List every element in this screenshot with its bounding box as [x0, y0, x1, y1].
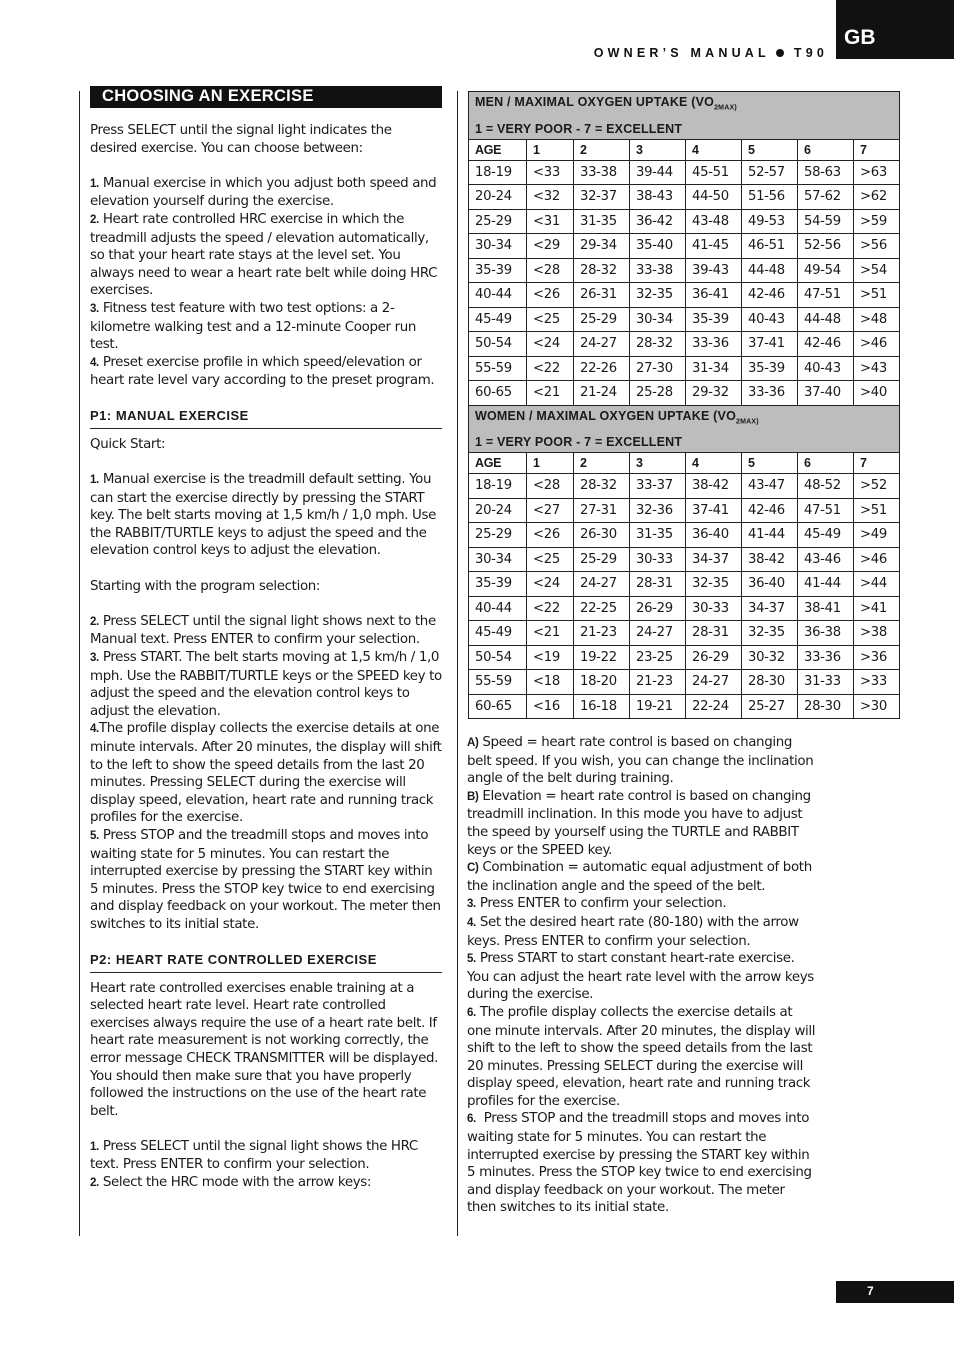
table-row: [469, 694, 900, 719]
table-row: [469, 523, 900, 548]
table-cell: 28-30: [798, 694, 854, 719]
running-header: [594, 46, 828, 60]
table-cell: 36-40: [742, 572, 798, 597]
table-cell: 44-48: [798, 307, 854, 332]
table-cell: 55-59: [469, 670, 527, 695]
column-header: 6: [798, 139, 854, 160]
column-header: 5: [742, 139, 798, 160]
table-cell: >49: [854, 523, 900, 548]
choice-item: 4. Preset exercise profile in which speed/elevation or heart rate level vary according to the preset program.: [90, 354, 435, 389]
table-cell: 24-27: [574, 572, 630, 597]
table-cell: 27-31: [574, 498, 630, 523]
table-cell: 29-32: [686, 381, 742, 406]
hrc-item: 5. Press START to start constant heart-rate exercise. You can adjust the heart rate level with the arrow keys during the exercise.: [467, 951, 814, 1003]
table-row: [469, 645, 900, 670]
table-cell: 30-34: [630, 307, 686, 332]
column-header: 1: [527, 139, 574, 160]
table-cell: 32-36: [630, 498, 686, 523]
table-cell: <32: [527, 185, 574, 210]
choice-item: 3. Fitness test feature with two test options: a 2-kilometre walking test and a 12-minute Cooper run test.: [90, 300, 417, 353]
table-cell: 25-27: [742, 694, 798, 719]
table-cell: >59: [854, 209, 900, 234]
table-cell: 47-51: [798, 498, 854, 523]
table-cell: 38-42: [686, 474, 742, 499]
table-row: [469, 185, 900, 210]
table-cell: 26-29: [630, 596, 686, 621]
table-cell: <27: [527, 498, 574, 523]
table-cell: 38-41: [798, 596, 854, 621]
table-cell: <22: [527, 356, 574, 381]
table-cell: 49-54: [798, 258, 854, 283]
table-cell: 32-35: [742, 621, 798, 646]
table-cell: 25-29: [469, 209, 527, 234]
table-cell: 33-36: [798, 645, 854, 670]
table-cell: 41-45: [686, 234, 742, 259]
program-selection-label: Starting with the program selection:: [90, 578, 321, 594]
table-cell: <22: [527, 596, 574, 621]
table-cell: <21: [527, 381, 574, 406]
table-cell: 52-56: [798, 234, 854, 259]
table-cell: 42-46: [798, 332, 854, 357]
bullet-dot-icon: [776, 49, 784, 57]
table-cell: 30-34: [469, 234, 527, 259]
table-cell: 20-24: [469, 498, 527, 523]
table-cell: >44: [854, 572, 900, 597]
intro-paragraph: Press SELECT until the signal light indicates the desired exercise. You can choose between:: [90, 123, 392, 156]
table-cell: 50-54: [469, 645, 527, 670]
table-cell: >48: [854, 307, 900, 332]
table-cell: 60-65: [469, 694, 527, 719]
p1-step: 1. Manual exercise is the treadmill default setting. You can start the exercise directly by pressing the START key. The belt starts moving at 1,5 km/h / 1,0 mph. Use the RABBIT/TURTLE keys to adjust the speed and the elevation control keys to adjust the elevation.: [90, 472, 437, 559]
table-cell: 34-37: [686, 547, 742, 572]
table-cell: <25: [527, 307, 574, 332]
table-cell: <31: [527, 209, 574, 234]
table-cell: 40-43: [742, 307, 798, 332]
table-cell: 32-35: [630, 283, 686, 308]
table-cell: 52-57: [742, 160, 798, 185]
page-number-box: [836, 1281, 954, 1303]
table-cell: 28-31: [686, 621, 742, 646]
p1-heading: P1: MANUAL EXERCISE: [90, 408, 442, 429]
p1-step: 4.The profile display collects the exercise details at one minute intervals. After 20 minutes, the display will shift to the left to show the speed details from the last 20 minutes. Pressing SELECT during the exercise will display speed, elevation, heart rate and running track profiles for the exercise.: [90, 721, 442, 826]
table-cell: >54: [854, 258, 900, 283]
left-column: [90, 86, 442, 1193]
column-header: 6: [798, 453, 854, 474]
manual-title: OWNER’S MANUAL: [593, 46, 770, 60]
table-cell: 42-46: [742, 498, 798, 523]
table-cell: >40: [854, 381, 900, 406]
table-cell: 27-30: [630, 356, 686, 381]
column-header: 1: [527, 453, 574, 474]
table-row: [469, 596, 900, 621]
women-table-header: WOMEN / MAXIMAL OXYGEN UPTAKE ($VO_{2MAX)}$ 1 = VERY POOR - 7 = EXCELLENT: [469, 405, 900, 453]
choice-item: 2. Heart rate controlled HRC exercise in which the treadmill adjusts the speed / elevation automatically, so that your heart rate stays at the level set. You always need to wear a heart rate belt while doing HRC exercises.: [90, 211, 438, 299]
table-cell: <18: [527, 670, 574, 695]
table-cell: 31-35: [574, 209, 630, 234]
table-cell: 19-22: [574, 645, 630, 670]
table-row: [469, 547, 900, 572]
table-cell: 36-41: [686, 283, 742, 308]
column-header: 3: [630, 453, 686, 474]
table-cell: 26-30: [574, 523, 630, 548]
hrc-item: B) Elevation = heart rate control is based on changing treadmill inclination. In this mode you have to adjust the speed by yourself using the TURTLE and RABBIT keys or the SPEED key.: [467, 788, 811, 858]
table-cell: 30-33: [686, 596, 742, 621]
table-cell: 18-19: [469, 474, 527, 499]
table-cell: <19: [527, 645, 574, 670]
table-cell: >46: [854, 332, 900, 357]
table-row: [469, 234, 900, 259]
table-cell: 26-29: [686, 645, 742, 670]
table-cell: 35-39: [469, 572, 527, 597]
table-cell: 33-36: [742, 381, 798, 406]
table-cell: <16: [527, 694, 574, 719]
table-cell: >52: [854, 474, 900, 499]
table-cell: 18-19: [469, 160, 527, 185]
left-column-rule: [79, 91, 80, 1236]
table-cell: <28: [527, 474, 574, 499]
table-cell: 23-25: [630, 645, 686, 670]
table-row: [469, 332, 900, 357]
table-cell: <21: [527, 621, 574, 646]
p2-heading: P2: HEART RATE CONTROLLED EXERCISE: [90, 952, 442, 973]
table-cell: 36-40: [686, 523, 742, 548]
table-row: [469, 381, 900, 406]
table-cell: >51: [854, 498, 900, 523]
table-cell: 33-38: [574, 160, 630, 185]
column-headers: [469, 139, 900, 160]
table-cell: 28-32: [630, 332, 686, 357]
table-cell: 37-41: [742, 332, 798, 357]
table-cell: 36-38: [798, 621, 854, 646]
table-cell: <28: [527, 258, 574, 283]
table-cell: 24-27: [630, 621, 686, 646]
table-cell: 20-24: [469, 185, 527, 210]
table-cell: 54-59: [798, 209, 854, 234]
table-cell: 57-62: [798, 185, 854, 210]
table-cell: 41-44: [742, 523, 798, 548]
table-cell: 30-34: [469, 547, 527, 572]
table-cell: 18-20: [574, 670, 630, 695]
p2-step: 1. Press SELECT until the signal light shows the HRC text. Press ENTER to confirm your selection.: [90, 1138, 418, 1173]
table-cell: 16-18: [574, 694, 630, 719]
table-row: [469, 498, 900, 523]
table-cell: 22-25: [574, 596, 630, 621]
table-cell: 50-54: [469, 332, 527, 357]
page-number: 7: [867, 1284, 874, 1298]
table-row: [469, 621, 900, 646]
table-cell: 31-35: [630, 523, 686, 548]
table-cell: 55-59: [469, 356, 527, 381]
table-cell: 35-39: [686, 307, 742, 332]
hrc-item: A) Speed = heart rate control is based on changing belt speed. If you wish, you can change the inclination angle of the belt during training.: [467, 735, 814, 787]
table-cell: 45-49: [798, 523, 854, 548]
table-cell: 44-48: [742, 258, 798, 283]
vo2max-table: [468, 91, 900, 719]
p2-intro: Heart rate controlled exercises enable training at a selected heart rate level. Heart rate controlled exercises always require the use of a heart rate belt. If heart rate measurement is not working correctly, the error message CHECK TRANSMITTER will be displayed. You should then make sure that you have properly followed the instructions on the use of the heart rate belt.: [90, 980, 439, 1119]
table-row: [469, 356, 900, 381]
table-cell: <24: [527, 572, 574, 597]
column-header: 5: [742, 453, 798, 474]
table-cell: 26-31: [574, 283, 630, 308]
table-cell: 22-24: [686, 694, 742, 719]
table-cell: 37-41: [686, 498, 742, 523]
hrc-item: 3. Press ENTER to confirm your selection.: [467, 896, 727, 912]
table-cell: 58-63: [798, 160, 854, 185]
right-column: [467, 734, 817, 1217]
table-row: [469, 160, 900, 185]
column-headers: [469, 453, 900, 474]
table-cell: >62: [854, 185, 900, 210]
table-cell: 24-27: [686, 670, 742, 695]
column-header: 4: [686, 453, 742, 474]
table-cell: 21-23: [574, 621, 630, 646]
table-cell: 21-24: [574, 381, 630, 406]
table-cell: >46: [854, 547, 900, 572]
table-cell: 41-44: [798, 572, 854, 597]
table-cell: >33: [854, 670, 900, 695]
table-cell: 48-52: [798, 474, 854, 499]
quick-start-label: Quick Start:: [90, 436, 166, 452]
column-header: AGE: [469, 453, 527, 474]
table-cell: >30: [854, 694, 900, 719]
table-row: [469, 572, 900, 597]
table-row: [469, 258, 900, 283]
table-cell: 39-44: [630, 160, 686, 185]
table-cell: 19-21: [630, 694, 686, 719]
language-tab-label: GB: [844, 26, 876, 49]
table-row: [469, 474, 900, 499]
p1-step: 2. Press SELECT until the signal light shows next to the Manual text. Press ENTER to confirm your selection.: [90, 613, 436, 648]
table-cell: 43-46: [798, 547, 854, 572]
center-column-rule: [457, 91, 458, 1236]
table-cell: >56: [854, 234, 900, 259]
table-cell: 28-32: [574, 474, 630, 499]
table-cell: 36-42: [630, 209, 686, 234]
model-name: T90: [793, 46, 828, 60]
table-row: [469, 670, 900, 695]
hrc-item: 6. Press STOP and the treadmill stops and moves into waiting state for 5 minutes. You can restart the interrupted exercise by pressing the START key within 5 minutes. Press the STOP key twice to end exercising and display feedback on your workout. The meter then switches to its initial state.: [467, 1111, 812, 1216]
table-cell: 40-44: [469, 283, 527, 308]
table-cell: >38: [854, 621, 900, 646]
table-cell: 33-37: [630, 474, 686, 499]
table-cell: 30-32: [742, 645, 798, 670]
language-tab: [836, 0, 954, 59]
table-cell: 46-51: [742, 234, 798, 259]
table-cell: <26: [527, 283, 574, 308]
table-cell: 32-35: [686, 572, 742, 597]
table-cell: 25-29: [574, 307, 630, 332]
p1-step: 5. Press STOP and the treadmill stops and moves into waiting state for 5 minutes. You can restart the interrupted exercise by pressing the START key within 5 minutes. Press the STOP key twice to end exercising and display feedback on your workout. The meter then switches to its initial state.: [90, 827, 441, 932]
table-row: [469, 307, 900, 332]
table-cell: 25-28: [630, 381, 686, 406]
table-cell: >51: [854, 283, 900, 308]
table-cell: 43-47: [742, 474, 798, 499]
hrc-item: 4. Set the desired heart rate (80-180) with the arrow keys. Press ENTER to confirm your selection.: [467, 914, 799, 949]
column-header: AGE: [469, 139, 527, 160]
column-header: 2: [574, 139, 630, 160]
table-cell: 38-42: [742, 547, 798, 572]
table-cell: 34-37: [742, 596, 798, 621]
table-cell: 44-50: [686, 185, 742, 210]
table-cell: <26: [527, 523, 574, 548]
table-row: [469, 209, 900, 234]
table-cell: <29: [527, 234, 574, 259]
hrc-item: 6. The profile display collects the exercise details at one minute intervals. After 20 minutes, the display will shift to the left to show the speed details from the last 20 minutes. Pressing SELECT during the exercise will display speed, elevation, heart rate and running track profiles for the exercise.: [467, 1004, 816, 1109]
table-cell: 31-33: [798, 670, 854, 695]
table-cell: 35-40: [630, 234, 686, 259]
table-cell: >43: [854, 356, 900, 381]
table-cell: 24-27: [574, 332, 630, 357]
table-cell: <25: [527, 547, 574, 572]
table-cell: <33: [527, 160, 574, 185]
table-cell: 33-38: [630, 258, 686, 283]
table-cell: 39-43: [686, 258, 742, 283]
table-cell: 51-56: [742, 185, 798, 210]
table-cell: >41: [854, 596, 900, 621]
table-cell: 60-65: [469, 381, 527, 406]
table-cell: 21-23: [630, 670, 686, 695]
p2-step: 2. Select the HRC mode with the arrow keys:: [90, 1175, 372, 1191]
table-row: [469, 283, 900, 308]
table-cell: 22-26: [574, 356, 630, 381]
table-cell: 45-51: [686, 160, 742, 185]
table-cell: 30-33: [630, 547, 686, 572]
table-cell: 29-34: [574, 234, 630, 259]
table-cell: 28-31: [630, 572, 686, 597]
table-cell: 35-39: [742, 356, 798, 381]
table-cell: 43-48: [686, 209, 742, 234]
table-cell: >36: [854, 645, 900, 670]
column-header: 7: [854, 139, 900, 160]
hrc-item: C) Combination = automatic equal adjustment of both the inclination angle and the speed of the belt.: [467, 860, 812, 894]
table-cell: 33-36: [686, 332, 742, 357]
table-cell: 40-43: [798, 356, 854, 381]
table-cell: 28-30: [742, 670, 798, 695]
column-header: 7: [854, 453, 900, 474]
table-cell: 25-29: [574, 547, 630, 572]
table-cell: 31-34: [686, 356, 742, 381]
table-cell: 42-46: [742, 283, 798, 308]
table-cell: 47-51: [798, 283, 854, 308]
table-cell: 28-32: [574, 258, 630, 283]
column-header: 4: [686, 139, 742, 160]
table-cell: 37-40: [798, 381, 854, 406]
column-header: 2: [574, 453, 630, 474]
section-title: CHOOSING AN EXERCISE: [90, 86, 442, 108]
table-cell: >63: [854, 160, 900, 185]
choice-item: 1. Manual exercise in which you adjust both speed and elevation yourself during the exercise.: [90, 175, 437, 210]
p1-step: 3. Press START. The belt starts moving at 1,5 km/h / 1,0 mph. Use the RABBIT/TURTLE keys or the SPEED key to adjust the speed and the elevation control keys to adjust the elevation.: [90, 650, 442, 719]
table-cell: <24: [527, 332, 574, 357]
column-header: 3: [630, 139, 686, 160]
table-cell: 25-29: [469, 523, 527, 548]
men-table-header: MEN / MAXIMAL OXYGEN UPTAKE ($VO_{2MAX)}$ 1 = VERY POOR - 7 = EXCELLENT: [469, 92, 900, 140]
table-cell: 45-49: [469, 307, 527, 332]
table-cell: 35-39: [469, 258, 527, 283]
table-cell: 45-49: [469, 621, 527, 646]
table-cell: 40-44: [469, 596, 527, 621]
table-cell: 49-53: [742, 209, 798, 234]
table-cell: 38-43: [630, 185, 686, 210]
table-cell: 32-37: [574, 185, 630, 210]
